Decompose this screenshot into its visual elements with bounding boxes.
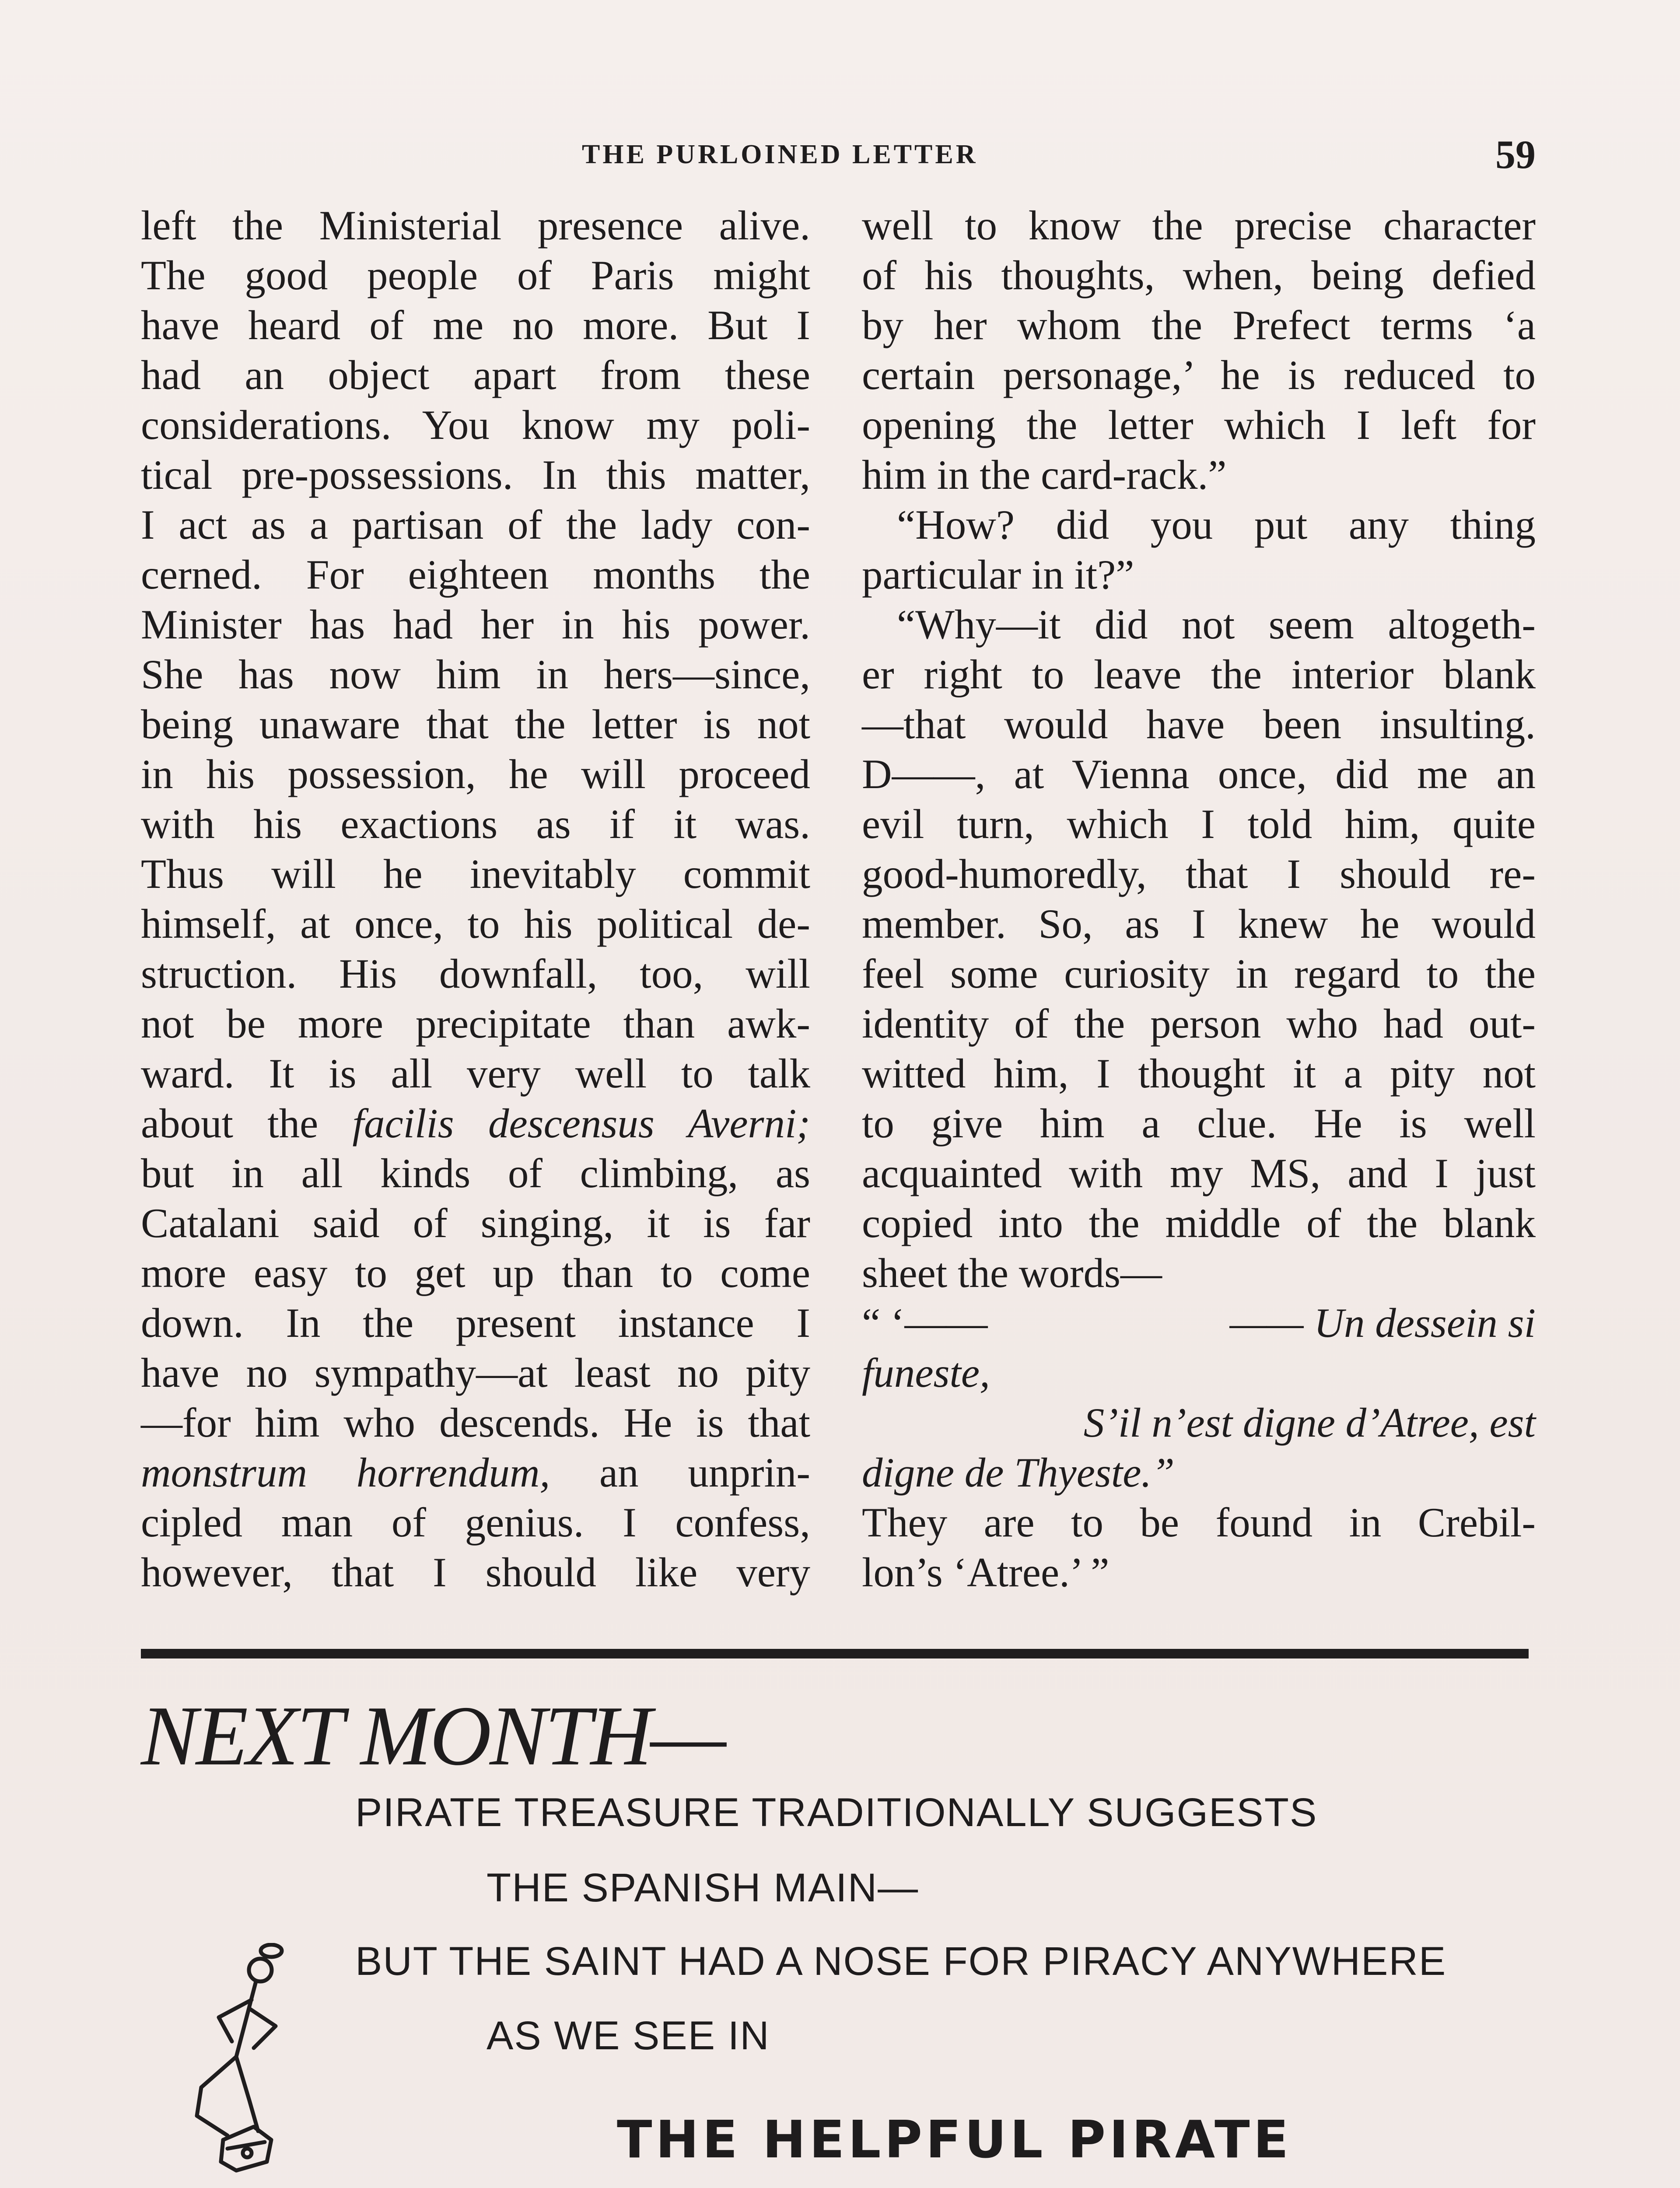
- text-line: tical pre-possessions. In this matter,: [141, 452, 810, 498]
- text-line: to give him a clue. He is well: [862, 1100, 1536, 1147]
- text-line: well to know the precise character: [862, 202, 1536, 249]
- text-line: member. So, as I knew he would: [862, 901, 1536, 947]
- text-line: more easy to get up than to come: [141, 1250, 810, 1296]
- text-line: not be more precipitate than awk-: [141, 1000, 810, 1047]
- text-line: “Why—it did not seem altogeth-: [897, 601, 1536, 648]
- text-line: monstrum horrendum, an unprin-: [141, 1449, 810, 1496]
- text-line: identity of the person who had out-: [862, 1000, 1536, 1047]
- ad-line-1: PIRATE TREASURE TRADITIONALLY SUGGESTS: [355, 1790, 1318, 1835]
- text-line: —that would have been insulting.: [862, 701, 1536, 747]
- text-line: cipled man of genius. I confess,: [141, 1499, 810, 1546]
- text-line: Catalani said of singing, it is far: [141, 1200, 810, 1246]
- text-line: good-humoredly, that I should re-: [862, 851, 1536, 897]
- verse-line-4: digne de Thyeste.”: [862, 1449, 1175, 1496]
- left-text-column: [141, 200, 810, 1597]
- text-line: feel some curiosity in regard to the: [862, 950, 1536, 997]
- verse-open: “ ‘——: [862, 1300, 988, 1346]
- text-line: evil turn, which I told him, quite: [862, 801, 1536, 847]
- text-line: Thus will he inevitably commit: [141, 851, 810, 897]
- text-line: The good people of Paris might: [141, 252, 810, 298]
- text-line: “How? did you put any thing: [897, 501, 1536, 548]
- text-line: witted him, I thought it a pity not: [862, 1050, 1536, 1097]
- text-line: acquainted with my MS, and I just: [862, 1150, 1536, 1196]
- text-line: ward. It is all very well to talk: [141, 1050, 810, 1097]
- text-line: particular in it?”: [862, 551, 1134, 598]
- text-line: certain personage,’ he is reduced to: [862, 352, 1536, 398]
- text-line: —for him who descends. He is that: [141, 1399, 810, 1446]
- text-line: had an object apart from these: [141, 352, 810, 398]
- story-title: THE HELPFUL PIRATE: [617, 2109, 1292, 2170]
- saint-stick-figure-icon: [184, 1943, 315, 2179]
- text-line: being unaware that the letter is not: [141, 701, 810, 747]
- verse-line-3: S’il n’est digne d’Atree, est: [1083, 1399, 1536, 1446]
- running-title: THE PURLOINED LETTER: [582, 140, 978, 169]
- text-line: struction. His downfall, too, will: [141, 950, 810, 997]
- text-line: in his possession, he will proceed: [141, 751, 810, 797]
- ad-line-3: BUT THE SAINT HAD A NOSE FOR PIRACY ANYWHERE: [355, 1939, 1447, 1984]
- text-line: left the Ministerial presence alive.: [141, 202, 810, 249]
- text-line: They are to be found in Crebil-: [862, 1499, 1536, 1546]
- page-number: 59: [1495, 132, 1536, 177]
- text-line: cerned. For eighteen months the: [141, 551, 810, 598]
- text-line: but in all kinds of climbing, as: [141, 1150, 810, 1196]
- text-line: by her whom the Prefect terms ‘a: [862, 302, 1536, 348]
- ad-line-2: THE SPANISH MAIN—: [486, 1865, 919, 1910]
- text-line: Minister has had her in his power.: [141, 601, 810, 648]
- text-line: have no sympathy—at least no pity: [141, 1350, 810, 1396]
- text-line: of his thoughts, when, being defied: [862, 252, 1536, 298]
- verse-line-1-text: —— Un dessein si: [1229, 1300, 1536, 1346]
- text-line: considerations. You know my poli-: [141, 402, 810, 448]
- text-line: sheet the words—: [862, 1250, 1162, 1296]
- text-line: with his exactions as if it was.: [141, 801, 810, 847]
- right-text-column: [862, 200, 1536, 1597]
- text-line: opening the letter which I left for: [862, 402, 1536, 448]
- text-line: however, that I should like very: [141, 1549, 810, 1595]
- text-line: about the facilis descensus Averni;: [141, 1100, 810, 1147]
- verse-line-2: funeste,: [862, 1350, 990, 1396]
- text-line: er right to leave the interior blank: [862, 651, 1536, 698]
- ad-headline: NEXT MONTH—: [141, 1689, 724, 1783]
- text-line: down. In the present instance I: [141, 1300, 810, 1346]
- text-line: She has now him in hers—since,: [141, 651, 810, 698]
- text-line: D——, at Vienna once, did me an: [862, 751, 1536, 797]
- text-line: himself, at once, to his political de-: [141, 901, 810, 947]
- text-line: copied into the middle of the blank: [862, 1200, 1536, 1246]
- text-line: lon’s ‘Atree.’ ”: [862, 1549, 1110, 1595]
- ad-line-4: AS WE SEE IN: [486, 2013, 770, 2058]
- section-divider: [141, 1649, 1529, 1659]
- text-line: have heard of me no more. But I: [141, 302, 810, 348]
- text-line: him in the card-rack.”: [862, 452, 1227, 498]
- text-line: I act as a partisan of the lady con-: [141, 501, 810, 548]
- verse-line-1: [862, 1298, 1536, 1348]
